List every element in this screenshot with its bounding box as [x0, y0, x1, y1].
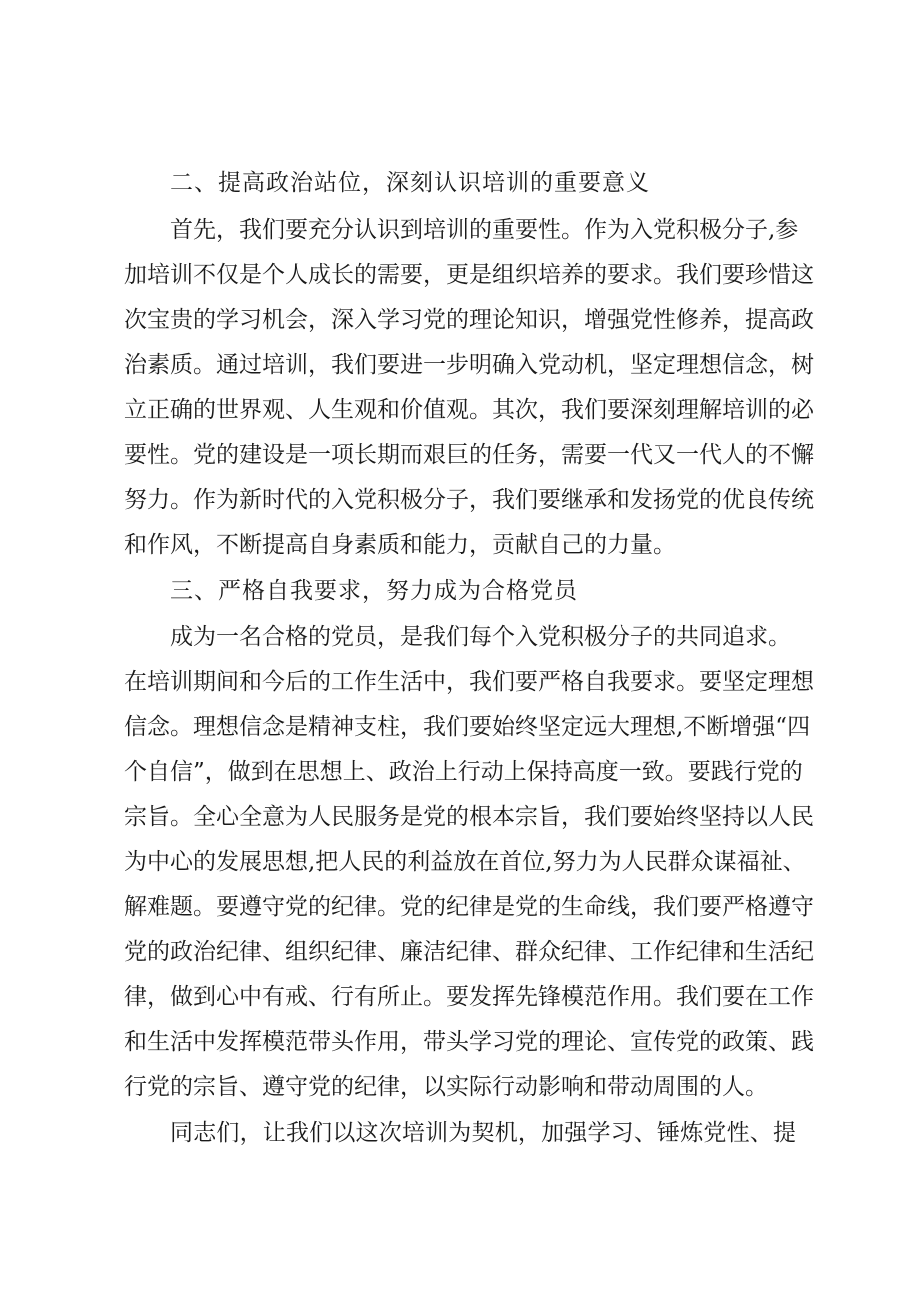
paragraph-line: 律，做到心中有戒、行有所止。要发挥先锋模范作用。我们要在工作: [124, 984, 814, 1010]
paragraph-line: 解难题。要遵守党的纪律。党的纪律是党的生命线，我们要严格遵守: [124, 894, 814, 920]
paragraph-line: 次宝贵的学习机会，深入学习党的理论知识，增强党性修养，提高政: [124, 307, 814, 333]
paragraph-line: 首先，我们要充分认识到培训的重要性。作为入党积极分子,参: [170, 217, 799, 243]
paragraph-line: 努力。作为新时代的入党积极分子，我们要继承和发扬党的优良传统: [124, 487, 814, 513]
paragraph-line: 为中心的发展思想,把人民的利益放在首位,努力为人民群众谋福祉、: [124, 849, 806, 875]
paragraph-line: 和生活中发挥模范带头作用，带头学习党的理论、宣传党的政策、践: [124, 1029, 814, 1055]
paragraph-line: 信念。理想信念是精神支柱，我们要始终坚定远大理想,不断增强“四: [124, 714, 811, 740]
paragraph-line: 加培训不仅是个人成长的需要，更是组织培养的要求。我们要珍惜这: [124, 262, 814, 288]
paragraph-line: 成为一名合格的党员，是我们每个入党积极分子的共同追求。: [170, 624, 791, 650]
section-heading-3: 三、严格自我要求，努力成为合格党员: [170, 578, 578, 604]
paragraph-line: 宗旨。全心全意为人民服务是党的根本宗旨，我们要始终坚持以人民: [124, 804, 814, 830]
paragraph-line: 和作风，不断提高自身素质和能力，贡献自己的力量。: [124, 532, 676, 558]
section-heading-2: 二、提高政治站位，深刻认识培训的重要意义: [170, 170, 650, 196]
paragraph-line: 党的政治纪律、组织纪律、廉洁纪律、群众纪律、工作纪律和生活纪: [124, 939, 814, 965]
paragraph-line: 行党的宗旨、遵守党的纪律，以实际行动影响和带动周围的人。: [124, 1074, 768, 1100]
paragraph-line: 同志们，让我们以这次培训为契机，加强学习、锤炼党性、提: [170, 1120, 796, 1146]
paragraph-line: 在培训期间和今后的工作生活中，我们要严格自我要求。要坚定理想: [124, 669, 814, 695]
paragraph-line: 要性。党的建设是一项长期而艰巨的任务，需要一代又一代人的不懈: [124, 442, 814, 468]
paragraph-line: 个自信”，做到在思想上、政治上行动上保持高度一致。要践行党的: [124, 759, 803, 785]
paragraph-line: 治素质。通过培训，我们要进一步明确入党动机，坚定理想信念，树: [124, 352, 814, 378]
paragraph-line: 立正确的世界观、人生观和价值观。其次，我们要深刻理解培训的必: [124, 397, 814, 423]
